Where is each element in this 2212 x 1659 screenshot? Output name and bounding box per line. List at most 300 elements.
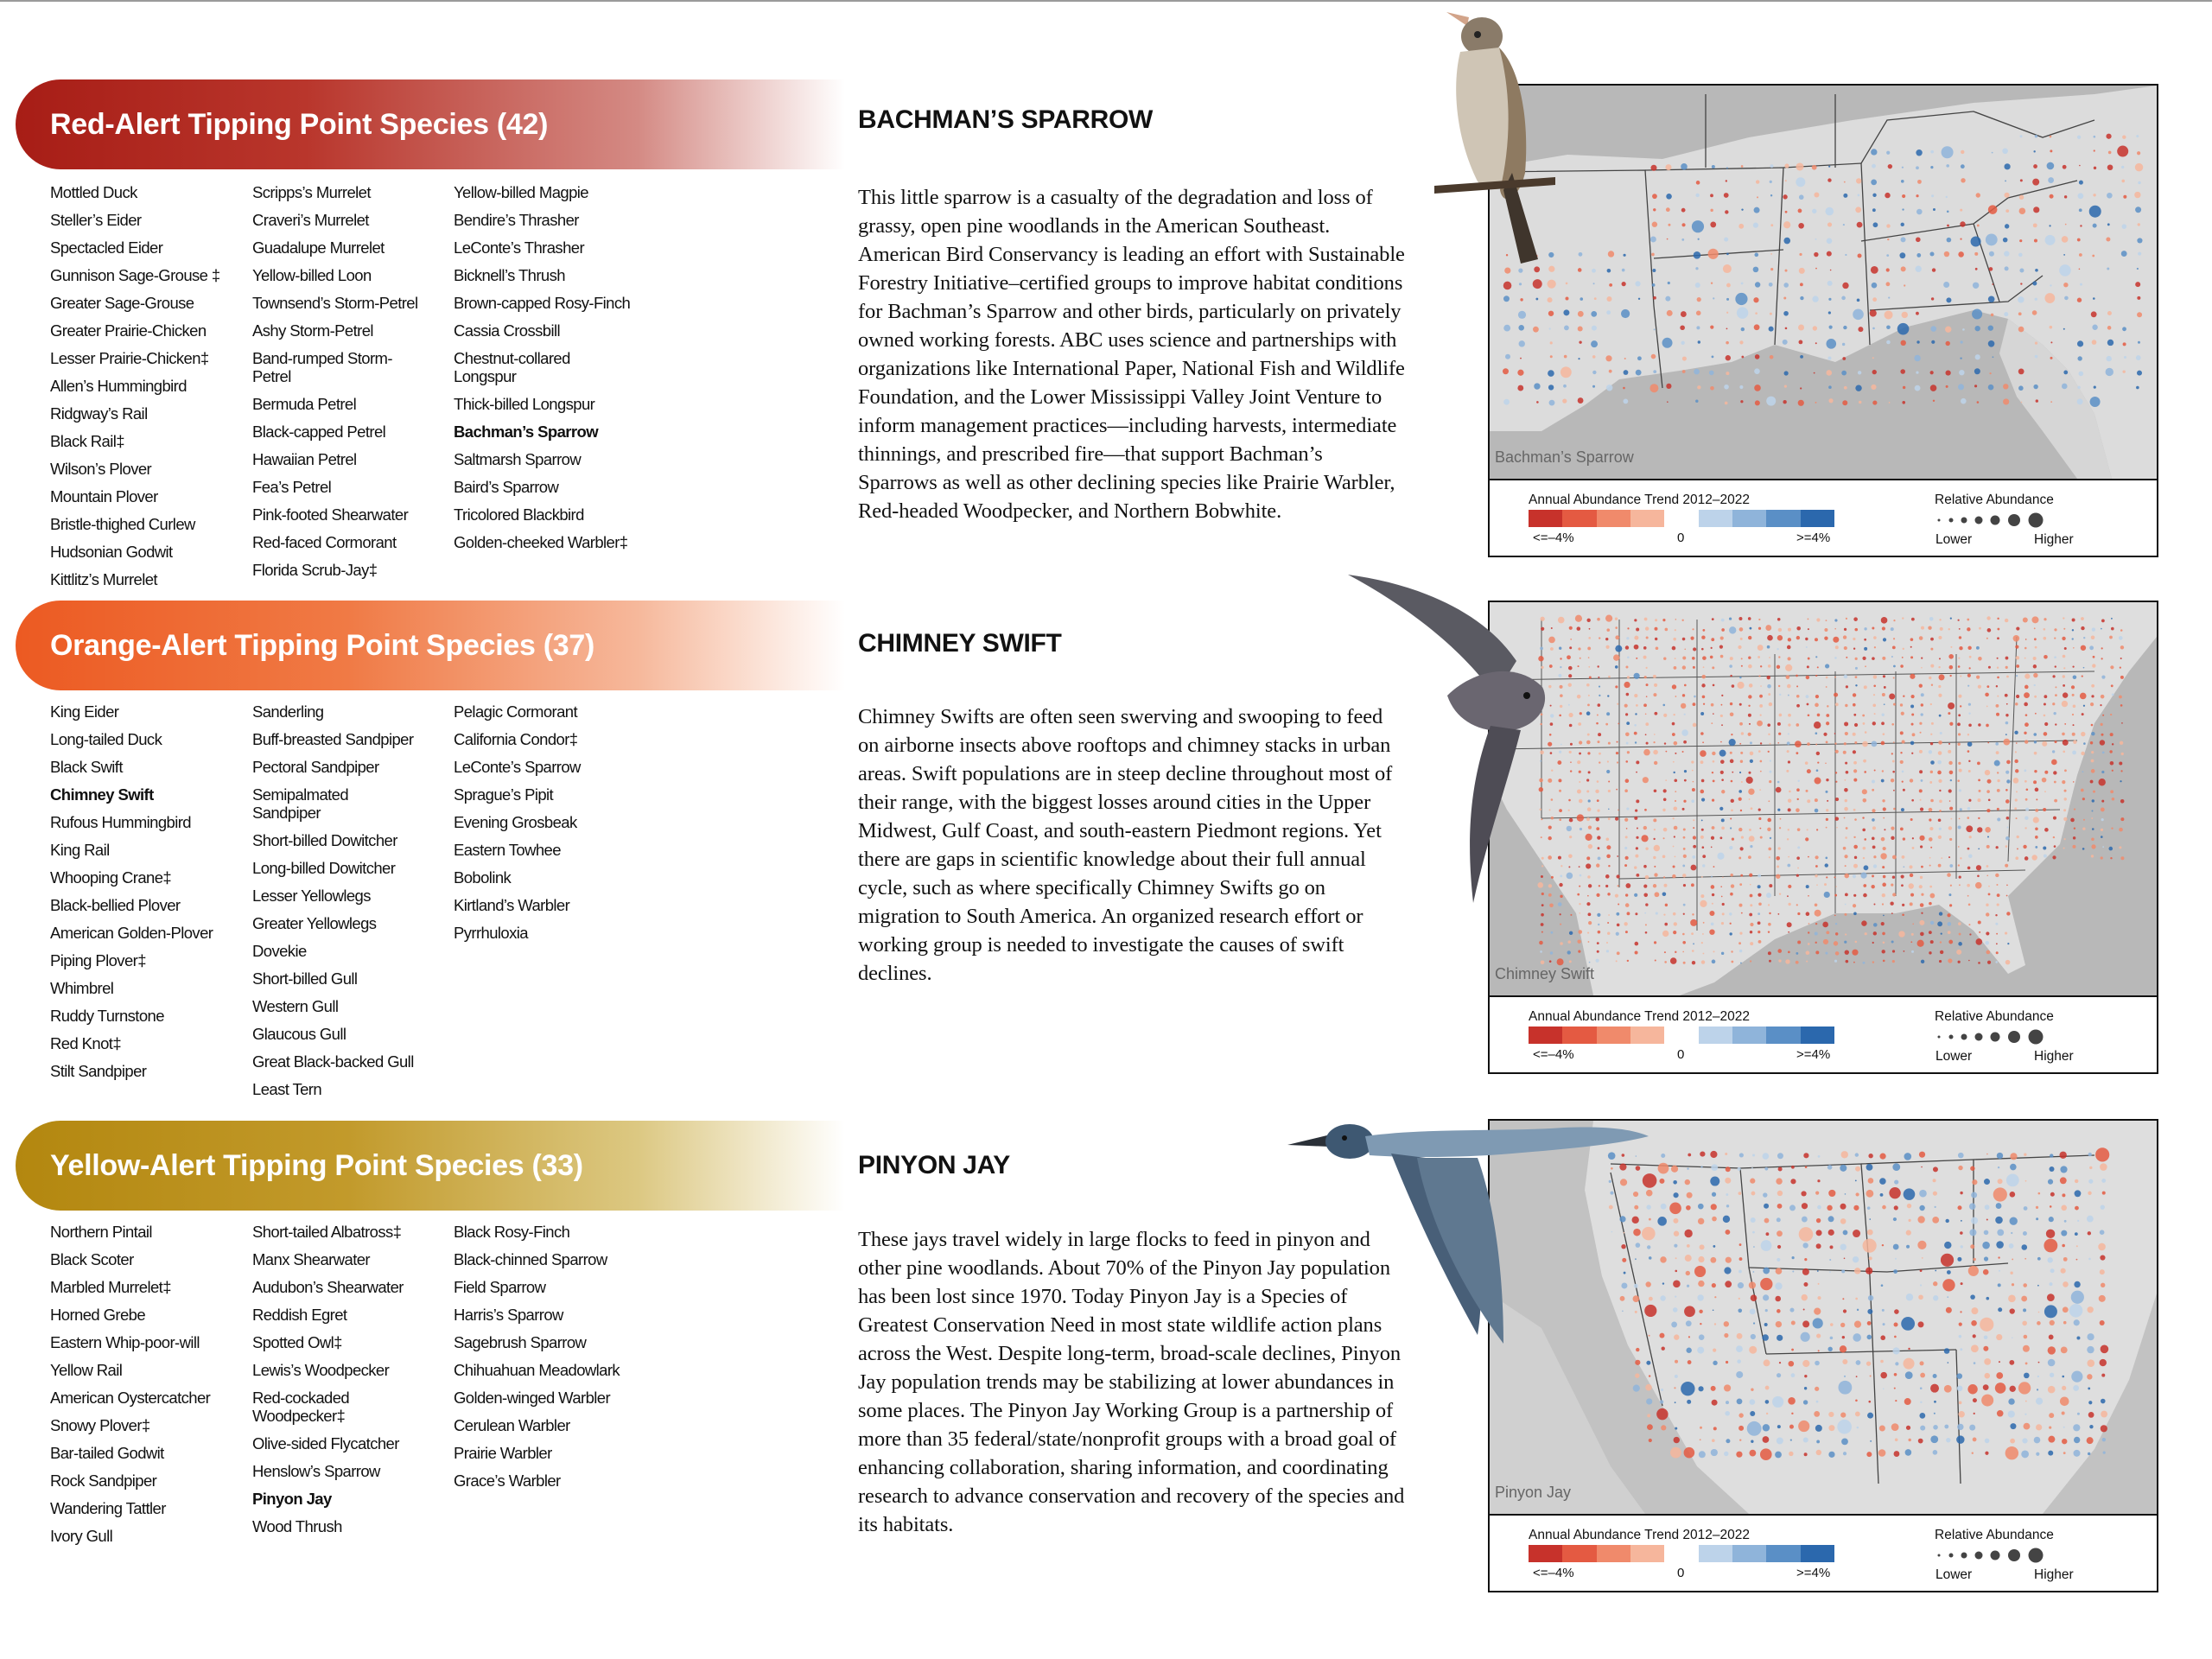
trend-dot	[1995, 742, 1999, 746]
trend-dot	[1567, 940, 1571, 944]
trend-dot	[1910, 941, 1912, 943]
trend-dot	[1766, 397, 1776, 406]
trend-dot	[1840, 1204, 1847, 1210]
trend-dot	[1902, 167, 1904, 168]
trend-dot	[1815, 1361, 1820, 1366]
trend-dot	[1959, 769, 1962, 772]
trend-dot	[1772, 1396, 1783, 1408]
trend-dot	[1864, 639, 1866, 641]
trend-dot	[1902, 208, 1904, 210]
trend-dot	[1968, 1266, 1979, 1276]
trend-dot	[1627, 656, 1630, 658]
species-item: American Oystercatcher	[50, 1389, 211, 1407]
trend-dot	[1864, 771, 1866, 773]
trend-dot	[1776, 1321, 1782, 1327]
trend-dot	[2031, 616, 2038, 623]
trend-dot	[1764, 1323, 1768, 1326]
trend-dot	[1740, 760, 1743, 763]
trend-dot	[1586, 817, 1590, 821]
species-item: Evening Grosbeak	[454, 813, 577, 831]
trend-dot	[1710, 1257, 1716, 1263]
trend-dot	[1910, 874, 1913, 877]
trend-dot	[2092, 325, 2097, 330]
trend-dot	[1959, 636, 1961, 639]
trend-dot	[1777, 742, 1779, 744]
trend-dot	[1948, 654, 1954, 659]
trend-dot	[1778, 847, 1781, 849]
trend-dot	[1725, 210, 1728, 213]
trend-dot	[1665, 628, 1669, 632]
trend-dot	[2038, 1362, 2040, 1363]
trend-dot	[1938, 818, 1942, 822]
trend-dot	[2101, 695, 2105, 699]
trend-dot	[1654, 761, 1657, 765]
trend-dot	[2077, 238, 2081, 242]
trend-dot	[1872, 809, 1875, 812]
trend-dot	[1874, 646, 1876, 648]
trend-dot	[1722, 912, 1725, 915]
trend-dot	[1845, 865, 1847, 867]
trend-dot	[2137, 268, 2139, 270]
trend-dot	[1929, 818, 1931, 821]
trend-dot	[1758, 921, 1761, 925]
trend-dot	[2093, 656, 2095, 658]
trend-dot	[1787, 657, 1790, 660]
abundance-lower-label: Lower	[1936, 1567, 1973, 1582]
trend-dot	[1808, 943, 1810, 945]
trend-dot	[1681, 729, 1688, 736]
trend-dot	[2074, 828, 2075, 830]
trend-dot	[1738, 1413, 1743, 1417]
trend-dot	[1667, 310, 1673, 316]
trend-dot	[1941, 932, 1942, 934]
trend-dot	[1835, 923, 1837, 925]
trend-dot	[1672, 646, 1676, 651]
trend-dot	[1815, 402, 1816, 404]
trend-dot	[1673, 931, 1676, 934]
species-column	[50, 183, 253, 598]
trend-dot	[1664, 951, 1666, 953]
trend-dot	[1578, 647, 1580, 650]
trend-dot	[2101, 675, 2105, 678]
trend-dot	[1636, 370, 1642, 376]
trend-dot	[1986, 931, 1989, 935]
trend-dot	[2050, 1205, 2052, 1208]
trend-dot	[1944, 1242, 1951, 1249]
trend-dot	[1710, 209, 1713, 212]
trend-dot	[2005, 619, 2008, 622]
trend-dot	[1665, 904, 1668, 906]
trend-dot	[1863, 722, 1866, 725]
trend-dot	[1978, 723, 1980, 726]
trend-dot	[1845, 1193, 1847, 1195]
trend-dot	[1882, 626, 1885, 630]
trend-dot	[1682, 874, 1686, 877]
trend-dot	[1948, 789, 1952, 792]
trend-dot	[1726, 180, 1727, 181]
trend-dot	[1673, 817, 1675, 819]
trend-dot	[1783, 400, 1786, 404]
trend-dot	[1636, 772, 1637, 773]
trend-dot	[1674, 836, 1675, 837]
trend-dot	[1673, 772, 1675, 773]
trend-dot	[1920, 799, 1922, 801]
trend-dot	[1766, 1232, 1770, 1236]
trend-dot	[1741, 912, 1743, 914]
trend-dot	[1986, 638, 1988, 639]
trend-dot	[1957, 1205, 1961, 1210]
species-item: Sanderling	[252, 702, 324, 721]
trend-dot	[1579, 771, 1581, 773]
trend-dot	[1685, 1179, 1690, 1185]
trend-dot	[1777, 1191, 1783, 1196]
trend-dot	[1645, 875, 1649, 880]
species-item: Short-tailed Albatross‡	[252, 1223, 402, 1241]
trend-dot	[1972, 1179, 1977, 1185]
trend-dot	[1776, 874, 1780, 879]
trend-dot	[1654, 328, 1656, 330]
trend-dot	[1798, 1421, 1809, 1432]
trend-dot	[2049, 1335, 2054, 1340]
trend-dot	[1791, 1166, 1795, 1169]
trend-dot	[1826, 809, 1828, 811]
trend-dot	[1605, 885, 1608, 887]
trend-dot	[1802, 1320, 1809, 1327]
trend-dot	[2072, 629, 2074, 631]
trend-dot	[1624, 818, 1628, 822]
trend-dot	[1881, 922, 1885, 925]
trend-dot	[2111, 827, 2113, 829]
trend-dot	[2050, 1320, 2055, 1325]
trend-dot	[1686, 1205, 1691, 1211]
trend-dot	[1933, 1425, 1938, 1430]
trend-dot	[2010, 1423, 2016, 1429]
trend-dot	[2074, 808, 2075, 810]
trend-dot	[1787, 922, 1792, 927]
trend-dot	[1777, 1437, 1783, 1444]
trend-dot	[2053, 836, 2055, 838]
trend-dot	[1842, 400, 1847, 405]
trend-dot	[1649, 1439, 1652, 1442]
trend-dot	[1692, 913, 1694, 915]
trend-dot	[2091, 760, 2094, 763]
trend-dot	[2063, 692, 2068, 697]
trend-dot	[1587, 912, 1591, 916]
trend-dot	[1920, 1269, 1923, 1272]
trend-dot	[1730, 702, 1732, 705]
trend-dot	[1939, 619, 1941, 620]
trend-dot	[1997, 658, 1999, 659]
trend-dot	[2015, 769, 2018, 772]
trend-dot	[1719, 645, 1723, 649]
trend-dot	[1635, 809, 1637, 811]
trend-dot	[1871, 741, 1877, 747]
species-item: Reddish Egret	[252, 1306, 347, 1324]
species-item: Golden-winged Warbler	[454, 1389, 611, 1407]
trend-dot	[2048, 1451, 2053, 1456]
trend-dot	[1796, 856, 1800, 860]
trend-dot	[1654, 829, 1656, 830]
trend-dot	[1902, 312, 1908, 318]
trend-dot	[2095, 1147, 2109, 1161]
trend-dot	[1796, 952, 1798, 955]
trend-dot	[2035, 269, 2038, 272]
trend-dot	[1624, 847, 1627, 849]
trend-dot	[1625, 779, 1630, 783]
trend-dot	[2060, 1397, 2069, 1407]
trend-dot	[1968, 723, 1972, 727]
trend-dot	[2120, 741, 2123, 745]
trend-dot	[1984, 1179, 1990, 1185]
trend-dot	[1643, 703, 1647, 707]
trend-dot	[2081, 645, 2086, 651]
trend-dot	[1840, 1345, 1847, 1352]
trend-dot	[1711, 836, 1714, 840]
trend-dot	[1597, 799, 1599, 802]
trend-dot	[2053, 712, 2056, 715]
trend-dot	[1769, 283, 1773, 287]
trend-dot	[1792, 1270, 1794, 1272]
trend-dot	[1503, 368, 1509, 374]
trend-dot	[1830, 1323, 1834, 1326]
trend-dot	[1800, 387, 1802, 389]
trend-dot	[1854, 741, 1857, 744]
trend-dot	[1518, 311, 1526, 319]
trend-dot	[1826, 370, 1832, 376]
trend-dot	[1796, 904, 1798, 906]
trend-dot	[1748, 705, 1750, 707]
trend-dot	[2044, 1305, 2057, 1318]
trend-dot	[1826, 876, 1827, 878]
trend-dot	[1919, 722, 1922, 725]
trend-dot	[1880, 1193, 1884, 1197]
trend-dot	[1665, 164, 1671, 170]
trend-dot	[1597, 950, 1599, 953]
species-item: Kirtland’s Warbler	[454, 896, 570, 914]
trend-dot	[1717, 853, 1724, 860]
trend-dot	[1948, 761, 1952, 765]
trend-dot	[2079, 181, 2083, 185]
trend-dot	[1986, 950, 1991, 955]
trend-dot	[1763, 1294, 1769, 1300]
trend-dot	[1643, 749, 1650, 756]
trend-dot	[1578, 326, 1583, 331]
trend-dot	[1904, 1358, 1915, 1370]
trend-dot	[1802, 1360, 1809, 1367]
species-item: Rufous Hummingbird	[50, 813, 191, 831]
trend-dot	[1958, 1153, 1964, 1159]
trend-dot	[1939, 828, 1942, 830]
trend-dot	[1828, 1230, 1834, 1236]
trend-dot	[1579, 886, 1580, 887]
trend-dot	[1958, 1166, 1962, 1170]
trend-dot	[2034, 696, 2037, 698]
trend-dot	[1592, 269, 1596, 273]
species-item: Black-chinned Sparrow	[454, 1250, 607, 1268]
trend-dot	[1996, 884, 1998, 886]
trend-dot	[1617, 703, 1618, 705]
trend-dot	[1605, 638, 1608, 640]
trend-dot	[1800, 283, 1803, 286]
trend-dot	[2006, 676, 2009, 678]
trend-dot	[2092, 664, 2095, 667]
trend-dot	[2138, 181, 2140, 184]
trend-dot	[1871, 266, 1878, 274]
trend-dot	[2121, 166, 2124, 168]
trend-dot	[1655, 619, 1657, 621]
trend-dot	[1769, 884, 1772, 887]
trend-dot	[1654, 627, 1657, 631]
trend-dot	[1712, 893, 1714, 896]
trend-dot	[2036, 399, 2038, 402]
trend-dot	[2005, 657, 2009, 660]
trend-dot	[1596, 722, 1599, 725]
trend-dot	[1947, 225, 1949, 227]
species-item: Great Black-backed Gull	[252, 1052, 414, 1071]
trend-dot	[2101, 1425, 2107, 1432]
trend-dot	[1663, 828, 1668, 832]
trend-dot	[1622, 269, 1625, 272]
trend-dot	[1586, 619, 1590, 622]
trend-dot	[1901, 237, 1906, 242]
trend-dot	[1634, 893, 1637, 897]
trend-dot	[1675, 658, 1676, 659]
trend-dot	[1634, 732, 1637, 735]
trend-dot	[1587, 807, 1592, 811]
trend-dot	[1882, 657, 1885, 660]
trend-dot	[1711, 703, 1714, 707]
trend-dot	[1844, 874, 1849, 879]
species-item: Tricolored Blackbird	[454, 505, 584, 524]
trend-dot	[1749, 1346, 1757, 1354]
trend-dot	[1789, 791, 1791, 793]
trend-dot	[1855, 667, 1858, 670]
abundance-dots	[1936, 1547, 2074, 1564]
trend-dot	[1834, 619, 1837, 621]
trend-dot	[1907, 1204, 1911, 1208]
trend-dot	[2034, 684, 2036, 686]
trend-dot	[1693, 781, 1694, 783]
trend-dot	[1958, 665, 1961, 668]
trend-dot	[1948, 856, 1950, 858]
trend-dot	[1949, 800, 1951, 802]
trend-dot	[2089, 206, 2101, 218]
trend-dot	[1712, 772, 1713, 773]
trend-dot	[1815, 778, 1821, 785]
trend-dot	[1873, 636, 1877, 639]
trend-dot	[1764, 1167, 1768, 1171]
trend-dot	[1971, 1192, 1977, 1198]
trend-dot	[1560, 942, 1563, 945]
trend-dot	[1615, 618, 1618, 620]
trend-swatch	[1699, 510, 1732, 527]
trend-dot	[2044, 722, 2048, 726]
trend-dot	[1968, 713, 1970, 715]
trend-dot	[2063, 628, 2065, 630]
trend-dot	[1750, 845, 1752, 848]
trend-dot	[1721, 704, 1723, 706]
trend-dot	[1645, 931, 1648, 934]
trend-dot	[1664, 742, 1666, 744]
trend-dot	[2019, 195, 2024, 200]
trend-dot	[1712, 1439, 1715, 1442]
banner-title: Yellow-Alert Tipping Point Species (33)	[50, 1148, 583, 1182]
trend-dot	[2024, 1373, 2030, 1379]
trend-dot	[1940, 950, 1943, 954]
trend-dot	[1624, 704, 1628, 708]
trend-dot	[1904, 950, 1905, 952]
trend-dot	[1998, 1166, 1999, 1168]
trend-dot	[1711, 1386, 1716, 1391]
trend-dot	[1869, 1256, 1872, 1260]
trend-dot	[2088, 1179, 2093, 1184]
trend-dot	[1726, 253, 1729, 256]
trend-dot	[1886, 325, 1891, 329]
trend-dot	[1721, 827, 1725, 830]
trend-dot	[1967, 867, 1971, 870]
trend-dot	[1587, 734, 1590, 736]
trend-dot	[1842, 1359, 1847, 1364]
trend-dot	[2006, 760, 2011, 765]
trend-dot	[1933, 1295, 1938, 1300]
trend-dot	[1996, 951, 1999, 954]
species-item: Thick-billed Longspur	[454, 395, 595, 413]
trend-dot	[1884, 829, 1885, 830]
trend-dot	[1859, 401, 1861, 404]
trend-dot	[1758, 619, 1760, 620]
trend-dot	[1686, 1348, 1691, 1353]
trend-dot	[1835, 772, 1837, 773]
species-item: Chestnut-collared Longspur	[454, 349, 570, 385]
trend-dot	[1986, 912, 1989, 916]
map-graphic	[1490, 86, 2157, 479]
trend-dot	[2134, 192, 2140, 198]
trend-dot	[1643, 656, 1647, 659]
trend-dot	[1776, 1178, 1782, 1184]
trend-dot	[1867, 1413, 1873, 1419]
trend-dot	[2016, 742, 2018, 744]
trend-dot	[2018, 385, 2024, 391]
trend-dot	[1682, 694, 1685, 696]
trend-dot	[1700, 750, 1707, 757]
trend-dot	[1608, 781, 1610, 783]
trend-dot	[1643, 826, 1647, 830]
trend-dot	[2034, 1437, 2041, 1444]
trend-dot	[1917, 1241, 1926, 1249]
trend-dot	[1534, 383, 1540, 389]
trend-dot	[1666, 207, 1670, 212]
trend-dot	[1989, 267, 1993, 271]
trend-dot	[1873, 903, 1875, 905]
trend-dot	[1777, 635, 1783, 640]
trend-dot	[1919, 636, 1923, 640]
trend-dot	[1768, 904, 1770, 906]
trend-dot	[1946, 1307, 1952, 1313]
trend-dot	[2032, 310, 2037, 315]
trend-dot	[1828, 385, 1832, 389]
trend-dot	[1855, 941, 1858, 944]
trend-dot	[1920, 1426, 1925, 1431]
trend-dot	[1726, 327, 1728, 329]
trend-dot	[1921, 658, 1923, 659]
trend-dot	[1541, 960, 1545, 964]
trend-dot	[1949, 807, 1953, 810]
trend-dot	[2019, 268, 2024, 272]
trend-dot	[2112, 693, 2114, 696]
trend-dot	[1724, 193, 1729, 198]
trend-dot	[1738, 1309, 1742, 1313]
trend-dot	[1752, 1271, 1754, 1273]
